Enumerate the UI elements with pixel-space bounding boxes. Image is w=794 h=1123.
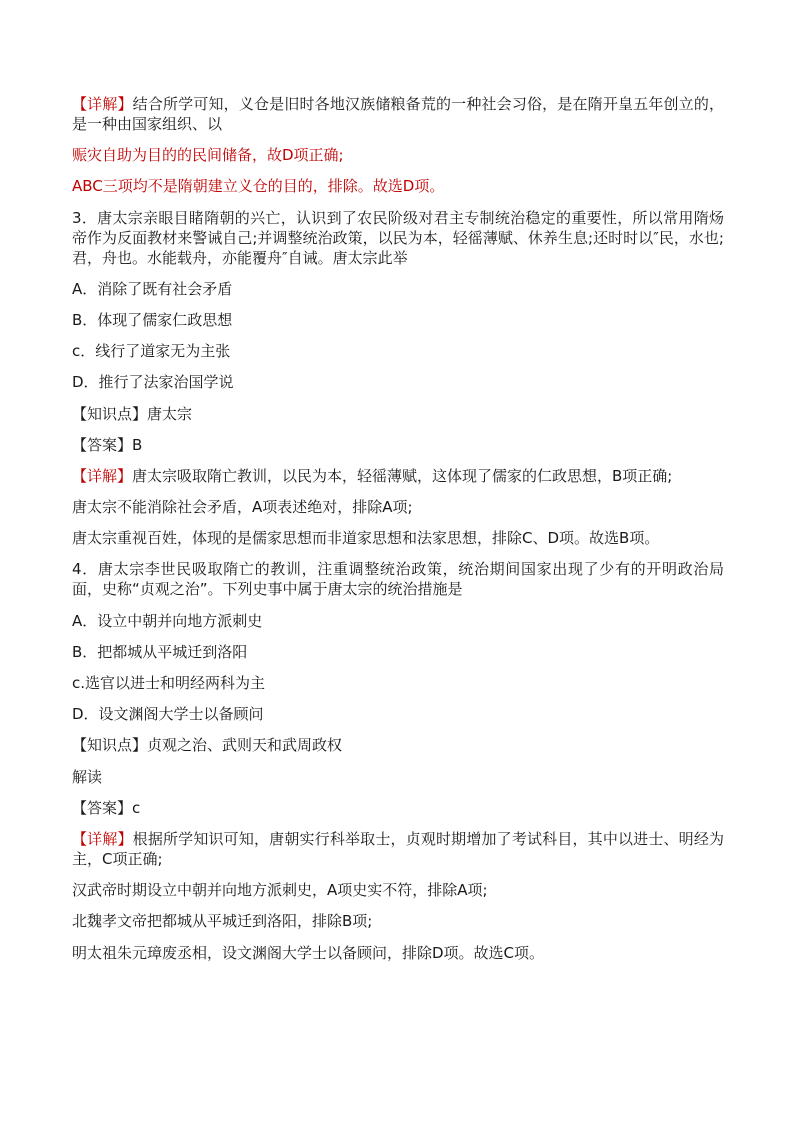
answer-text: c: [132, 798, 141, 817]
question-3-answer: [72, 435, 724, 455]
explanation-text: 唐太宗吸取隋亡教训，以民为本，轻徭薄赋，这体现了儒家的仁政思想，B项正确;: [132, 466, 673, 485]
tag-knowledge-point: 【知识点】: [72, 404, 148, 423]
tag-explanation: 【详解】: [72, 466, 133, 485]
question-3-option-c: c．线行了道家无为主张: [72, 342, 231, 361]
tag-explanation: 【详解】: [72, 95, 133, 113]
question-4-reading-label: 解读: [72, 767, 103, 786]
question-4-explanation-line2: 汉武帝时期设立中朝并向地方派刺史，A项史实不符，排除A项;: [72, 881, 488, 900]
question-4-option-a: A．设立中朝并向地方派刺史: [72, 611, 263, 630]
knowledge-point-text: 贞观之治、武则天和武周政权: [147, 736, 343, 755]
explanation-2-line2: 赈灾自助为目的的民间储备，故D项正确;: [72, 146, 344, 165]
explanation-text: 结合所学可知，义仓是旧时各地汉族储粮备荒的一种社会习俗，是在隋开皇五年创立的，是一种由国家组织、以: [72, 95, 724, 133]
answer-text: B: [132, 435, 143, 454]
question-4-option-c: c.选官以进士和明经两科为主: [72, 674, 266, 692]
question-4-option-b: B．把都城从平城迁到洛阳: [72, 642, 248, 661]
question-3-option-a: A．消除了既有社会矛盾: [72, 279, 233, 298]
tag-answer: 【答案】: [72, 798, 133, 817]
question-3-explanation-line3: 唐太宗重视百姓，体现的是儒家思想而非道家思想和法家思想，排除C、D项。故选B项。: [72, 529, 660, 548]
question-4-knowledge-point: [72, 735, 724, 755]
question-4-explanation-line3: 北魏孝文帝把都城从平城迁到洛阳，排除B项;: [72, 912, 373, 931]
tag-knowledge-point: 【知识点】: [72, 736, 148, 755]
explanation-2: [72, 94, 724, 134]
question-4-option-d: D．设文渊阁大学士以备顾问: [72, 705, 264, 724]
question-4-answer: [72, 798, 724, 818]
document-page: [72, 94, 724, 974]
question-3-stem: 3．唐太宗亲眼目睹隋朝的兴亡，认识到了农民阶级对君主专制统治稳定的重要性，所以常用隋炀帝作为反面教材来警诫自己;并调整统治政策，以民为本，轻徭薄赋、休养生息;还时时以″民，水也;君，舟也。水能载舟，亦能覆舟″自诫。唐太宗此举: [72, 208, 724, 267]
explanation-2-line3: ABC三项均不是隋朝建立义仓的目的，排除。故选D项。: [72, 177, 445, 196]
question-3-knowledge-point: [72, 404, 724, 424]
question-3-option-d: D．推行了法家治国学说: [72, 373, 234, 392]
explanation-text: 根据所学知识可知，唐朝实行科举取士，贞观时期增加了考试科目，其中以进士、明经为主，C项正确;: [72, 829, 724, 868]
question-3-explanation: [72, 466, 724, 486]
tag-answer: 【答案】: [72, 435, 133, 454]
question-3-explanation-line2: 唐太宗不能消除社会矛盾，A项表述绝对，排除A项;: [72, 498, 413, 517]
question-3-option-b: B．体现了儒家仁政思想: [72, 310, 233, 329]
question-4-explanation: [72, 829, 724, 869]
tag-explanation: 【详解】: [72, 829, 133, 848]
question-4-explanation-line4: 明太祖朱元璋废丞相，设文渊阁大学士以备顾问，排除D项。故选C项。: [72, 943, 545, 962]
knowledge-point-text: 唐太宗: [147, 404, 193, 423]
question-4-stem: 4．唐太宗李世民吸取隋亡的教训，注重调整统治政策，统治期间国家出现了少有的开明政治局面，史称“贞观之治”。下列史事中属于唐太宗的统治措施是: [72, 560, 724, 599]
